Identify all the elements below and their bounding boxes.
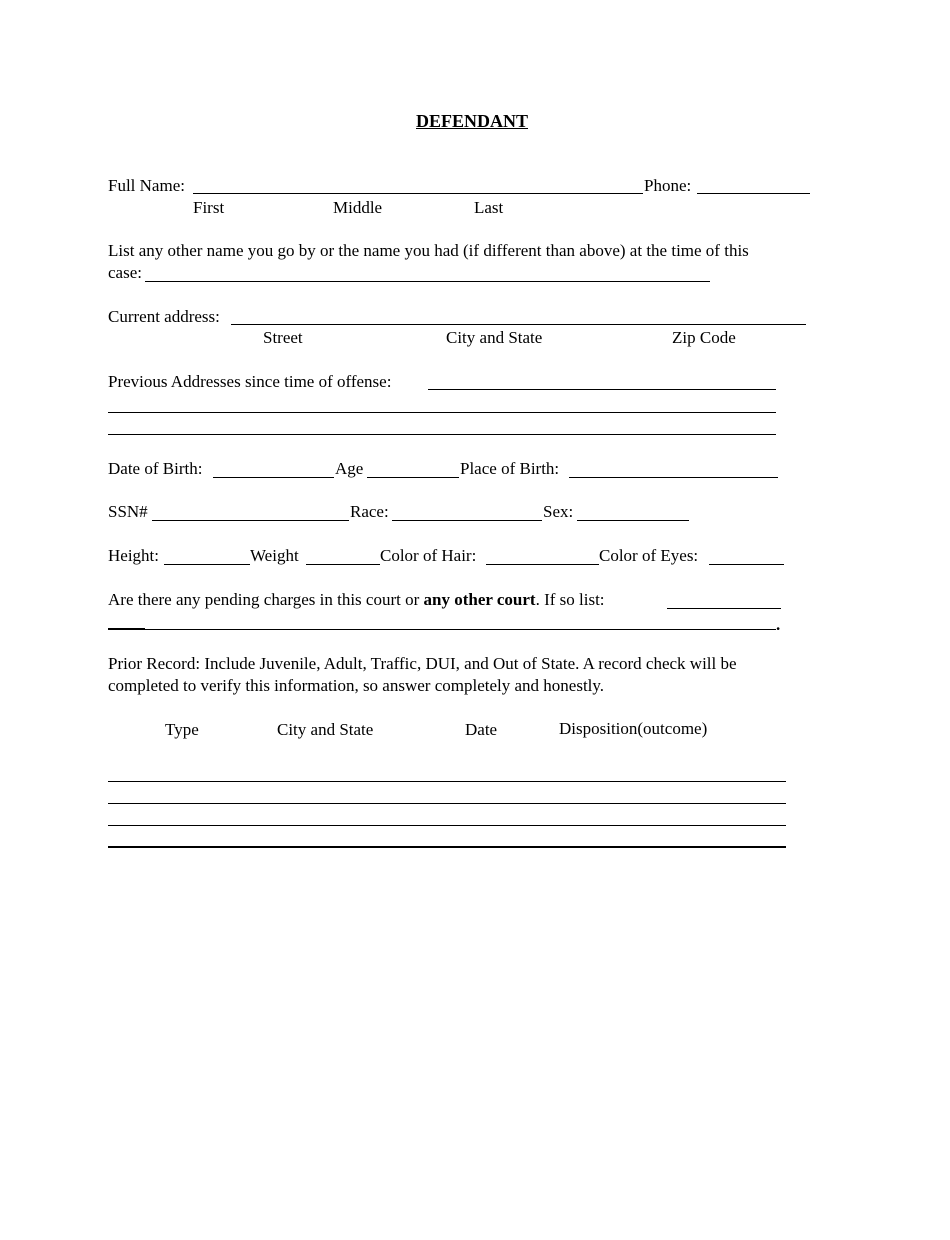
prior-record-instructions-2: completed to verify this information, so answer completely and honestly. [108, 676, 605, 695]
pending-charges-field-1[interactable] [667, 608, 781, 609]
previous-address-field-2[interactable] [108, 412, 776, 413]
hair-color-field[interactable] [486, 564, 599, 565]
eye-color-label: Color of Eyes: [599, 546, 699, 565]
race-field[interactable] [392, 520, 542, 521]
weight-label: Weight [250, 546, 299, 565]
race-label: Race: [350, 502, 389, 521]
height-label: Height: [108, 546, 159, 565]
prior-record-row-2[interactable] [108, 803, 786, 804]
column-header-date: Date [465, 720, 498, 739]
current-address-label: Current address: [108, 307, 220, 326]
current-address-field[interactable] [231, 324, 806, 325]
street-caption: Street [263, 328, 303, 347]
middle-name-caption: Middle [333, 198, 383, 217]
previous-address-field-3[interactable] [108, 434, 776, 435]
height-field[interactable] [164, 564, 250, 565]
phone-label: Phone: [644, 176, 692, 195]
sex-label: Sex: [543, 502, 574, 521]
dob-label: Date of Birth: [108, 459, 203, 478]
other-name-field[interactable] [145, 281, 710, 282]
column-header-type: Type [165, 720, 199, 739]
age-label: Age [335, 459, 364, 478]
dob-field[interactable] [213, 477, 334, 478]
first-name-caption: First [193, 198, 225, 217]
prior-record-row-4[interactable] [108, 846, 786, 848]
previous-addresses-label: Previous Addresses since time of offense: [108, 372, 392, 391]
city-state-caption: City and State [446, 328, 543, 347]
form-title: DEFENDANT [416, 111, 529, 131]
other-name-label: List any other name you go by or the name you had (if different than above) at the time of this [108, 241, 749, 260]
prior-record-row-3[interactable] [108, 825, 786, 826]
pending-charges-field-2[interactable] [108, 629, 776, 630]
other-name-label-cont: case: [108, 263, 142, 282]
pending-charges-question: Are there any pending charges in this court or any other court. If so list: [108, 590, 605, 609]
sex-field[interactable] [577, 520, 689, 521]
weight-field[interactable] [306, 564, 380, 565]
pob-label: Place of Birth: [460, 459, 560, 478]
hair-color-label: Color of Hair: [380, 546, 477, 565]
previous-address-field-1[interactable] [428, 389, 776, 390]
ssn-label: SSN# [108, 502, 148, 521]
prior-record-row-1[interactable] [108, 781, 786, 782]
last-name-caption: Last [474, 198, 504, 217]
zip-code-caption: Zip Code [672, 328, 736, 347]
column-header-city-state: City and State [277, 720, 374, 739]
pending-charges-period: . [776, 615, 781, 634]
eye-color-field[interactable] [709, 564, 784, 565]
ssn-field[interactable] [152, 520, 349, 521]
full-name-label: Full Name: [108, 176, 185, 195]
column-header-disposition: Disposition(outcome) [559, 719, 708, 738]
phone-field[interactable] [697, 193, 810, 194]
pob-field[interactable] [569, 477, 778, 478]
full-name-field[interactable] [193, 193, 643, 194]
prior-record-instructions-1: Prior Record: Include Juvenile, Adult, Traffic, DUI, and Out of State. A record check will be [108, 654, 737, 673]
age-field[interactable] [367, 477, 459, 478]
pending-charges-field-2-lead [108, 628, 145, 630]
